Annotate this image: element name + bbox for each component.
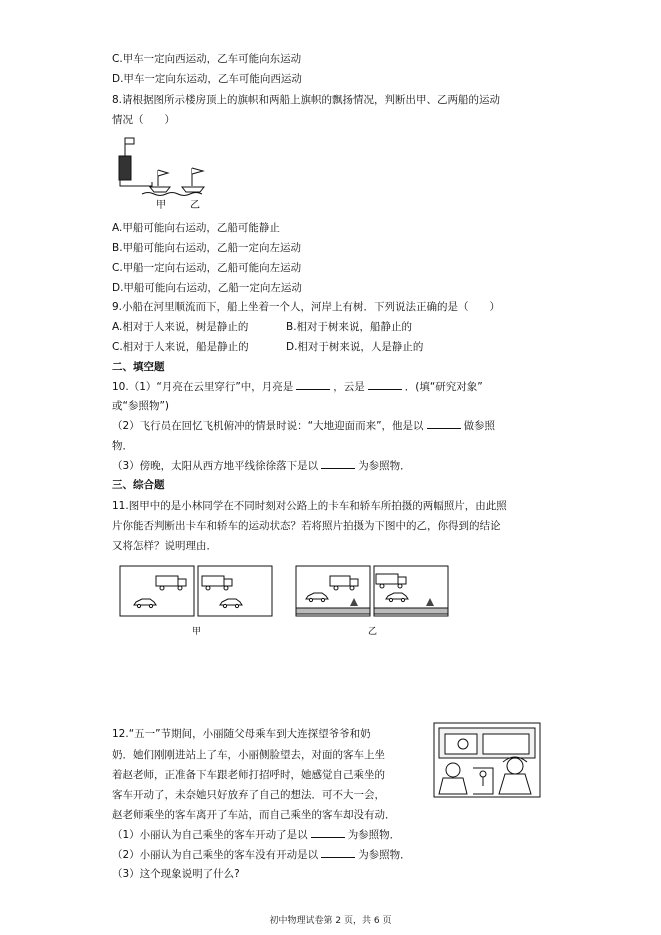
q10-part2-text-b: 做参照 [463, 420, 496, 432]
q12-stem-2: 奶．她们刚刚进站上了车，小丽侧脸望去，对面的客车上坐 [112, 749, 385, 761]
q8-option-b: B.甲船可能向右运动，乙船一定向左运动 [112, 242, 302, 254]
q12-part2 [112, 848, 411, 862]
q8-label-jia: 甲 [156, 200, 166, 211]
q10-part1-cont: 或“参照物”) [112, 400, 169, 412]
page-footer: 初中物理试卷第 2 页，共 6 页 [269, 916, 392, 926]
q12-part1-text-b: 为参照物． [347, 829, 401, 841]
section-3-title: 三、综合题 [112, 479, 165, 491]
q12-stem-4: 客车开动了，未奈她只好放弃了自己的想法．可不大一会， [112, 789, 385, 801]
q10-blank-3[interactable] [427, 419, 461, 429]
q7-option-d: D.甲车一定向东运动，乙车可能向西运动 [112, 73, 302, 85]
q10-part1-text-c: ．(填“研究对象” [404, 381, 483, 393]
q11-stem-2: 片你能否判断出卡车和轿车的运动状态？若将照片拍摄为下图中的乙，你得到的结论 [112, 520, 501, 532]
q10-part3-text-b: 为参照物． [358, 460, 411, 472]
q10-blank-2[interactable] [368, 380, 402, 390]
q10-part1-text-b: ，云是 [333, 381, 365, 393]
q8-stem: 8.请根据图所示楼房顶上的旗帜和两船上旗帜的飘扬情况，判断出甲、乙两船的运动 [112, 94, 501, 106]
q10-part2 [112, 419, 495, 433]
q9-stem: 9.小船在河里顺流而下，船上坐着一个人，河岸上有树．下列说法正确的是（ ） [112, 301, 501, 313]
q7-option-c: C.甲车一定向西运动，乙车可能向东运动 [112, 53, 302, 65]
q11-label-yi: 乙 [368, 627, 378, 637]
q11-figure [118, 564, 468, 644]
q12-part1 [112, 828, 400, 842]
q9-option-d: D.相对于树来说，人是静止的 [286, 341, 424, 353]
q12-stem-5: 赵老师乘坐的客车离开了车站，而自己乘坐的客车却没有动． [112, 809, 396, 821]
q10-blank-4[interactable] [321, 459, 355, 469]
q10-part2-cont: 物． [112, 440, 133, 452]
q10-blank-1[interactable] [296, 380, 330, 390]
q12-bus-illustration [433, 722, 541, 798]
q9-option-a: A.相对于人来说，树是静止的 [112, 321, 249, 333]
q10-part2-text-a: （2）飞行员在回忆飞机俯冲的情景时说：“大地迎面而来”，他是以 [112, 420, 424, 432]
q12-stem-1: 12.“五一”节期间，小丽随父母乘车到大连探望爷爷和奶 [112, 728, 371, 740]
section-2-title: 二、填空题 [112, 361, 165, 373]
q11-stem-1: 11.图甲中的是小林同学在不同时刻对公路上的卡车和轿车所拍摄的两幅照片，由此照 [112, 500, 507, 512]
q12-part1-text-a: （1）小丽认为自己乘坐的客车开动了是以 [112, 829, 308, 841]
q9-options-row2 [112, 340, 424, 354]
q12-stem-3: 着赵老师，正准备下车跟老师打招呼时，她感觉自己乘坐的 [112, 769, 385, 781]
q12-blank-1[interactable] [311, 828, 345, 838]
q12-part2-text-a: （2）小丽认为自己乘坐的客车没有开动是以 [112, 849, 319, 861]
q10-part3-text-a: （3）傍晚，太阳从西方地平线徐徐落下是以 [112, 460, 319, 472]
q8-stem-cont: 情况（ ） [112, 114, 175, 126]
q12-part3: （3）这个现象说明了什么? [112, 868, 240, 880]
q9-options-row1 [112, 320, 413, 334]
q9-option-b: B.相对于树来说，船静止的 [286, 321, 413, 333]
q8-option-a: A.甲船可能向右运动，乙船可能静止 [112, 222, 280, 234]
q11-stem-3: 又将怎样？说明理由． [112, 540, 217, 552]
q12-part2-text-b: 为参照物． [358, 849, 411, 861]
q8-label-yi: 乙 [190, 200, 200, 211]
q8-figure [112, 134, 222, 214]
q8-option-c: C.甲船一定向右运动，乙船可能向左运动 [112, 262, 302, 274]
q10-part1-text-a: 10.（1）“月亮在云里穿行”中，月亮是 [112, 381, 294, 393]
q12-blank-2[interactable] [321, 848, 355, 858]
q8-option-d: D.甲船可能向右运动，乙船一定向左运动 [112, 282, 302, 294]
q11-label-jia: 甲 [192, 627, 202, 637]
q9-option-c: C.相对于人来说，船是静止的 [112, 341, 249, 353]
q10-part1 [112, 380, 483, 394]
q10-part3 [112, 459, 411, 473]
